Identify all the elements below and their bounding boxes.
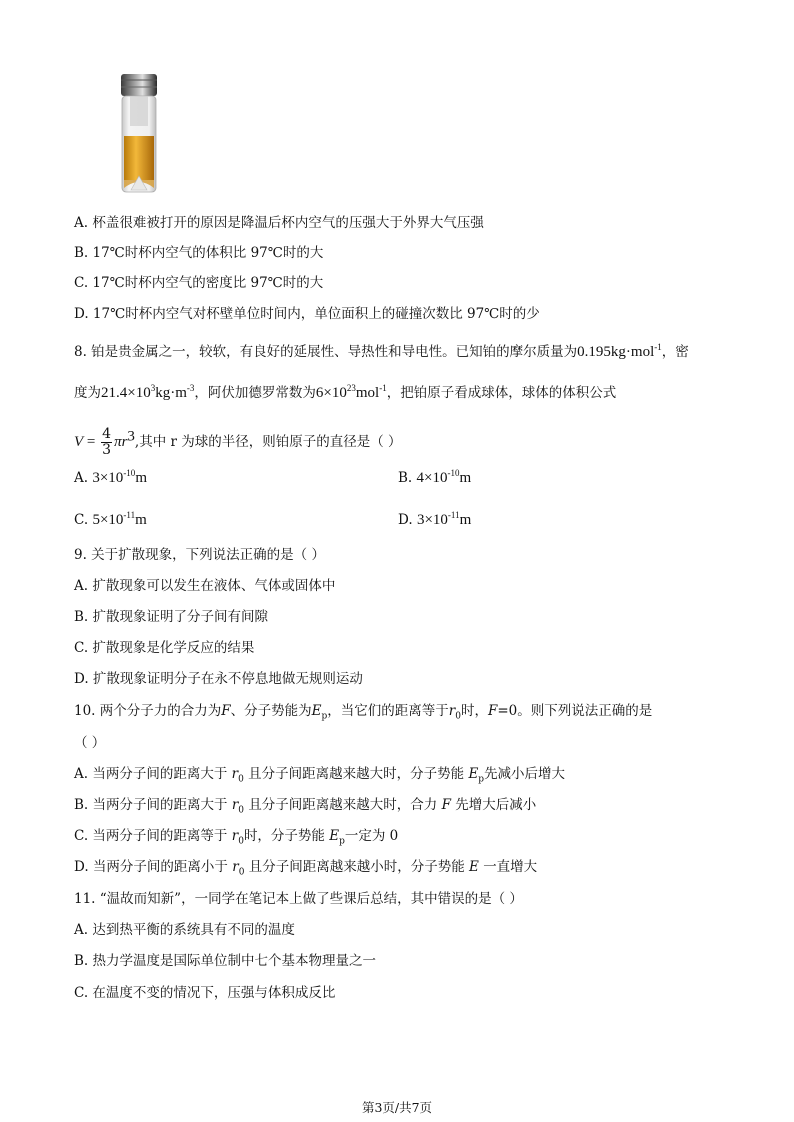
q9-stem: 9. 关于扩散现象，下列说法正确的是（ ） bbox=[74, 547, 325, 563]
formula-v: V bbox=[74, 434, 84, 450]
q7-option-c[interactable]: C. 17℃时杯内空气的密度比 97℃时的大 bbox=[74, 275, 324, 291]
thermos-cup-illustration bbox=[117, 72, 161, 196]
q11-option-b[interactable]: B. 热力学温度是国际单位制中七个基本物理量之一 bbox=[74, 953, 377, 969]
q7-option-b[interactable]: B. 17℃时杯内空气的体积比 97℃时的大 bbox=[74, 245, 324, 261]
q10-stem-paren: （ ） bbox=[74, 735, 106, 751]
q8-stem-line2: 度为$21.4\times 10^3kg\cdot m^{-3}$，阿伏加德罗常数为$6\times 10^{23}mol^{-1}$，把铂原子看成球体，球体的体积公式 bbox=[74, 383, 617, 401]
avogadro-value: $6\times 10^{23}mol^{-1}$ bbox=[315, 383, 387, 401]
q11-stem: 11. “温故而知新”，一同学在笔记本上做了些课后总结，其中错误的是（ ） bbox=[74, 891, 523, 907]
q10-option-c[interactable]: C. 当两分子间的距离等于 $r_0$时，分子势能 $E_p$一定为 0 bbox=[74, 828, 399, 847]
q8-option-b[interactable]: B. $4\times 10^{-10}m$ bbox=[398, 468, 472, 486]
q9-option-d[interactable]: D. 扩散现象证明分子在永不停息地做无规则运动 bbox=[74, 671, 363, 687]
q10-stem: 10. 两个分子力的合力为F、分子势能为$E_p$，当它们的距离等于$r_0$时，F=0。则下列说法正确的是 bbox=[74, 703, 653, 722]
q11-option-c[interactable]: C. 在温度不变的情况下，压强与体积成反比 bbox=[74, 985, 336, 1001]
q10-option-b[interactable]: B. 当两分子间的距离大于 $r_0$ 且分子间距离越来越大时，合力 F 先增大后减小 bbox=[74, 797, 537, 816]
density-value: $21.4\times 10^3kg\cdot m^{-3}$ bbox=[101, 383, 195, 401]
molar-mass: 0.195kg·mol$^{-1}$ bbox=[577, 342, 662, 360]
page-footer: 第3页/共7页 bbox=[361, 1100, 433, 1115]
q8-option-c[interactable]: C. $5\times 10^{-11}m$ bbox=[74, 510, 147, 528]
q10-option-a[interactable]: A. 当两分子间的距离大于 $r_0$ 且分子间距离越来越大时，分子势能 $E_p$先减小后增大 bbox=[74, 766, 566, 785]
q8-stem-line3: V = $\frac{4}{3}$ $\pi r^3$,其中 r 为球的半径，则铂原子的直径是（ ） bbox=[74, 426, 402, 458]
q9-option-c[interactable]: C. 扩散现象是化学反应的结果 bbox=[74, 640, 255, 656]
q7-option-d[interactable]: D. 17℃时杯内空气对杯壁单位时间内，单位面积上的碰撞次数比 97℃时的少 bbox=[74, 306, 540, 322]
q9-option-a[interactable]: A. 扩散现象可以发生在液体、气体或固体中 bbox=[74, 578, 336, 594]
q8-option-d[interactable]: D. $3\times 10^{-11}m$ bbox=[398, 510, 472, 528]
q9-option-b[interactable]: B. 扩散现象证明了分子间有间隙 bbox=[74, 609, 269, 625]
q8-option-a[interactable]: A. $3\times 10^{-10}m$ bbox=[74, 468, 147, 486]
q8-stem-line1: 8. 铂是贵金属之一，较软，有良好的延展性、导热性和导电性。已知铂的摩尔质量为0.195kg·mol$^{-1}$，密 bbox=[74, 342, 689, 360]
formula-fraction: $\frac{4}{3}$ bbox=[102, 426, 112, 458]
q10-option-d[interactable]: D. 当两分子间的距离小于 $r_0$ 且分子间距离越来越小时，分子势能 E 一直增大 bbox=[74, 859, 538, 878]
q7-option-a[interactable]: A. 杯盖很难被打开的原因是降温后杯内空气的压强大于外界大气压强 bbox=[74, 215, 484, 231]
q11-option-a[interactable]: A. 达到热平衡的系统具有不同的温度 bbox=[74, 922, 295, 938]
